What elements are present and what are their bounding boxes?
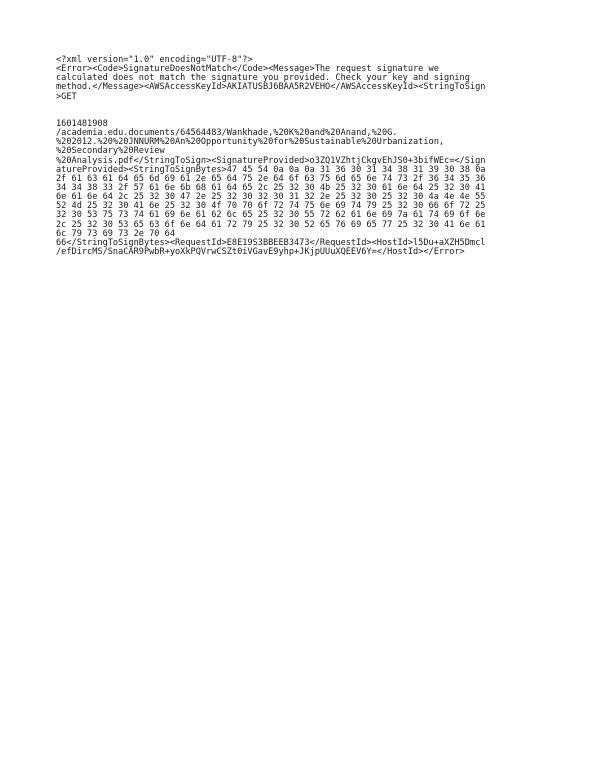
document-line: 32 30 53 75 73 74 61 69 6e 61 62 6c 65 25 32 30 55 72 62 61 6e 69 7a 61 74 69 6f 6e (56, 210, 486, 221)
document-line: calculated does not match the signature you provided. Check your key and signing (56, 73, 470, 84)
document-line: 2c 25 32 30 53 65 63 6f 6e 64 61 72 79 25 32 30 52 65 76 69 65 77 25 32 30 41 6e 61 (56, 219, 486, 230)
document-line: <Error><Code>SignatureDoesNotMatch</Code><Message>The request signature we (56, 64, 439, 75)
document-line: <?xml version="1.0" encoding="UTF-8"?> (56, 55, 253, 65)
document-line: 6c 79 73 69 73 2e 70 64 (56, 228, 175, 239)
document-line: %202012.%20%20JNNURM%20An%20Opportunity%20for%20Sustainable%20Urbanization, (56, 137, 445, 148)
document-line: 1601481908 (56, 118, 108, 129)
document-line: 66</StringToSignBytes><RequestId>E8E19S3BBEEB3473</RequestId><HostId>l5Du+aXZH5Dmcl (56, 237, 486, 248)
document-line: method.</Message><AWSAccessKeyId>AKIATUSBJ6BAA5R2VEHO</AWSAccessKeyId><StringToSign (56, 82, 486, 93)
document-line: /academia.edu.documents/64564483/Wankhade,%20K%20and%20Anand,%20G. (56, 128, 398, 139)
document-line: atureProvided><StringToSignBytes>47 45 54 0a 0a 0a 31 36 30 31 34 38 31 39 30 38 0a (56, 164, 486, 175)
document-line: 52 4d 25 32 30 41 6e 25 32 30 4f 70 70 6f 72 74 75 6e 69 74 79 25 32 30 66 6f 72 25 (56, 201, 486, 212)
blank-line (56, 102, 556, 111)
document-line: %20Analysis.pdf</StringToSign><SignatureProvided>o3ZQ1VZhtjCkgvEhJS0+3bifWEc=</Sign (56, 155, 486, 166)
document-line: %20Secondary%20Review (56, 146, 165, 157)
xml-error-document (56, 56, 556, 257)
document-line: 2f 61 63 61 64 65 6d 69 61 2e 65 64 75 2e 64 6f 63 75 6d 65 6e 74 73 2f 36 34 35 36 (56, 173, 486, 184)
document-line: >GET (56, 91, 77, 102)
document-line: 6e 61 6e 64 2c 25 32 30 47 2e 25 32 30 32 30 31 32 2e 25 32 30 25 32 30 4a 4e 4e 55 (56, 192, 486, 203)
document-line: 34 34 38 33 2f 57 61 6e 6b 68 61 64 65 2c 25 32 30 4b 25 32 30 61 6e 64 25 32 30 41 (56, 182, 486, 193)
document-line: /efDircMS/SnaCAR9PwbR+yoXkPQVrwCSZt0iVGavE9yhp+JKjpUUuXQEEV6Y=</HostId></Error> (56, 246, 465, 257)
blank-line (56, 111, 556, 120)
